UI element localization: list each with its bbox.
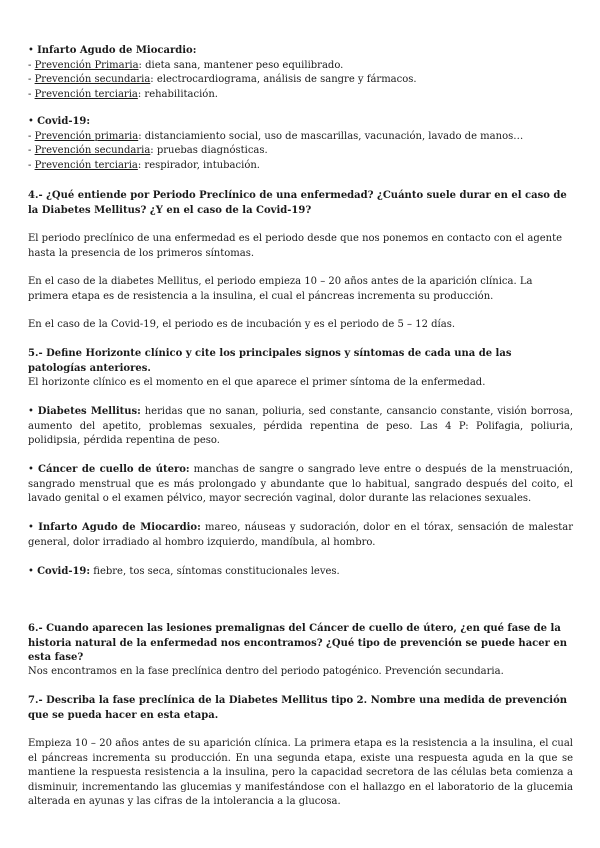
iam-heading: Infarto Agudo de Miocardio: xyxy=(37,45,197,56)
q6-question: 6.- Cuando aparecen las lesiones premalignas del Cáncer de cuello de útero, ¿en qué fase de la historia natural de la enfermedad nos encontramos? ¿Qué tipo de prevención se puede hacer en esta fase? xyxy=(28,623,568,664)
iam-prevention-block xyxy=(28,44,573,102)
q4-answer-1: El periodo preclínico de una enfermedad es el periodo desde que nos ponemos en contacto con el agente hasta la presencia de los primeros síntomas. xyxy=(28,233,563,259)
q7-answer: Empieza 10 – 20 años antes de su aparición clínica. La primera etapa es la resistencia a la insulina, el cual el páncreas incrementa su producción. En una segunda etapa, existe una respuesta aguda en la que se mantiene la respuesta resistencia a la insulina, pero la capacidad secretora de las células beta comienza a disminuir, incrementando las glucemias y manifestándose con el hallazgo en el laboratorio de la glucemia alterada en ayunas y las cifras de la intolerancia a la glucosa. xyxy=(28,738,573,808)
covid-item-primary: - Prevención primaria: distanciamiento social, uso de mascarillas, vacunación, lavado de manos… xyxy=(28,130,524,142)
q7-question: 7.- Describa la fase preclínica de la Diabetes Mellitus tipo 2. Nombre una medida de prevención que se pueda hacer en esta etapa. xyxy=(28,695,568,721)
covid-item-secondary: - Prevención secundaria: pruebas diagnósticas. xyxy=(28,145,268,157)
iam-item-tertiary: - Prevención terciaria: rehabilitación. xyxy=(28,88,218,100)
covid-item-tertiary: - Prevención terciaria: respirador, intubación. xyxy=(28,159,260,171)
q6-answer: Nos encontramos en la fase preclínica dentro del periodo patogénico. Prevención secundaria. xyxy=(28,666,504,677)
q5-iam-item: • Infarto Agudo de Miocardio: mareo, náuseas y sudoración, dolor en el tórax, sensación de malestar general, dolor irradiado al hombro izquierdo, mandíbula, al hombro. xyxy=(28,522,574,548)
q5-diabetes-item: • Diabetes Mellitus: heridas que no sanan, poliuria, sed constante, cansancio constante, visión borrosa, aumento del apetito, problemas sexuales, pérdida repentina de peso. Las 4 P: Polifagia, poliuria, polidipsia, pérdida repentina de peso. xyxy=(28,406,574,447)
q5-answer-intro: El horizonte clínico es el momento en el que aparece el primer síntoma de la enfermedad. xyxy=(28,377,486,388)
q5-covid-item: • Covid-19: fiebre, tos seca, síntomas constitucionales leves. xyxy=(28,566,340,577)
iam-item-primary: - Prevención Primaria: dieta sana, mantener peso equilibrado. xyxy=(28,59,344,71)
covid-prevention-block xyxy=(28,115,573,173)
iam-item-secondary: - Prevención secundaria: electrocardiograma, análisis de sangre y fármacos. xyxy=(28,74,417,86)
covid-heading: Covid-19: xyxy=(37,116,91,127)
q4-question: 4.- ¿Qué entiende por Periodo Preclínico de una enfermedad? ¿Cuánto suele durar en el caso de la Diabetes Mellitus? ¿Y en el caso de la Covid-19? xyxy=(28,190,567,216)
covid-heading-line: • Covid-19: xyxy=(28,116,91,127)
q4-answer-2: En el caso de la diabetes Mellitus, el periodo empieza 10 – 20 años antes de la aparición clínica. La primera etapa es de resistencia a la insulina, el cual el páncreas incrementa su producción. xyxy=(28,276,533,302)
q5-question: 5.- Define Horizonte clínico y cite los principales signos y síntomas de cada una de las patologías anteriores. xyxy=(28,348,512,374)
q4-answer-3: En el caso de la Covid-19, el periodo es de incubación y es el periodo de 5 – 12 días. xyxy=(28,319,456,330)
iam-heading-line: • Infarto Agudo de Miocardio: xyxy=(28,45,197,56)
q5-cancer-item: • Cáncer de cuello de útero: manchas de sangre o sangrado leve entre o después de la menstruación, sangrado menstrual que es más prolongado y abundante que lo habitual, sangrado después del coito, el lavado genital o el examen pélvico, mayor secreción vaginal, dolor durante las relaciones sexuales. xyxy=(28,464,573,505)
